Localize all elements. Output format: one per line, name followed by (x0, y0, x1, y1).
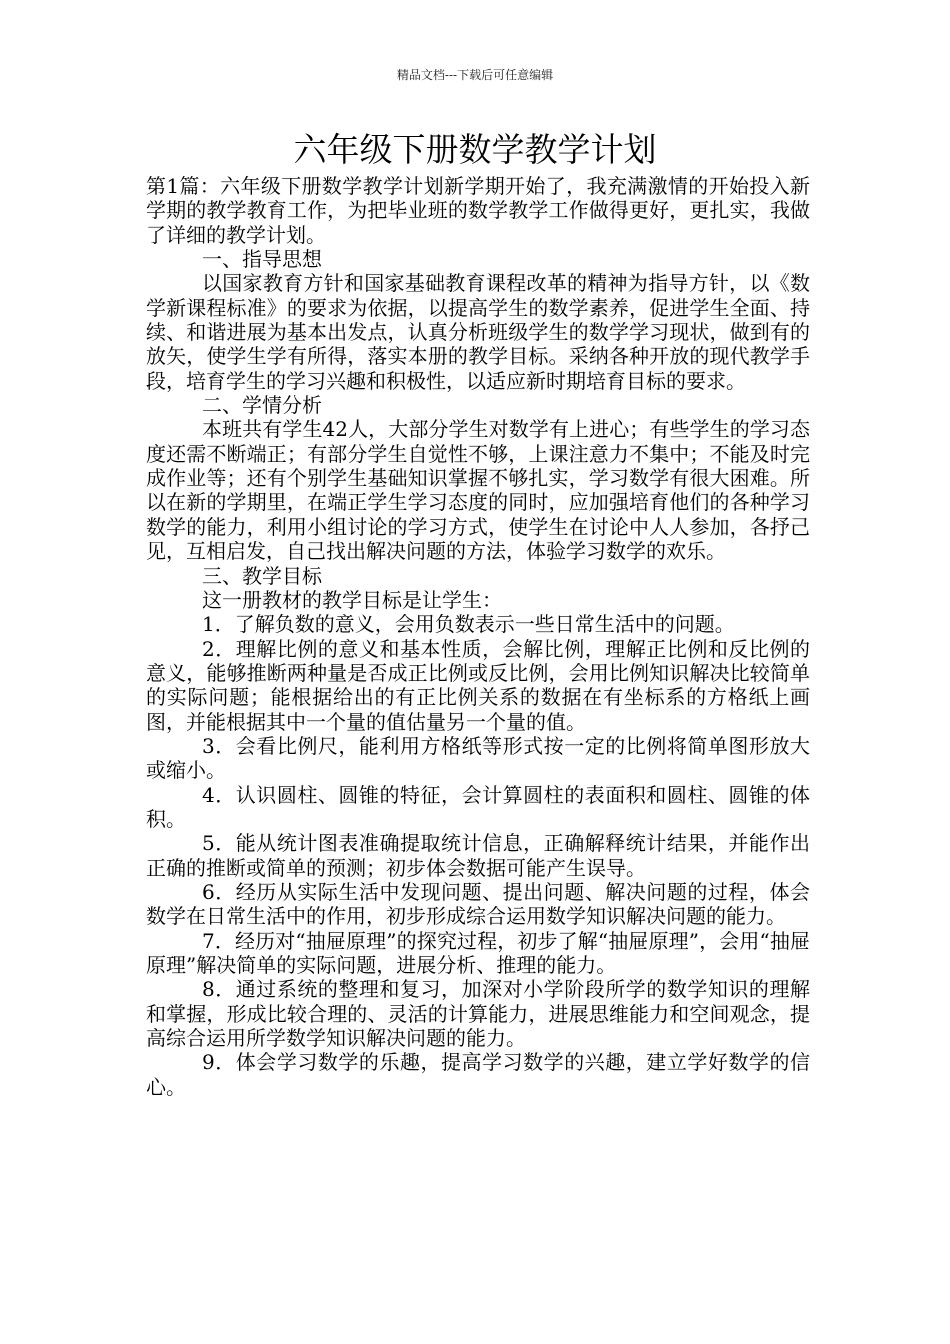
list-item: 2．理解比例的意义和基本性质，会解比例，理解正比例和反比例的意义，能够推断两种量是否成正比例或反比例，会用比例知识解决比较简单的实际问题；能根据给出的有正比例关系的数据在有坐标系的方格纸上画图，并能根据其中一个量的值估量另一个量的值。 (146, 636, 810, 734)
paragraph: 第1篇：六年级下册数学教学计划新学期开始了，我充满激情的开始投入新学期的教学教育工作，为把毕业班的数学教学工作做得更好，更扎实，我做了详细的教学计划。 (146, 174, 810, 247)
list-item: 5．能从统计图表准确提取统计信息，正确解释统计结果，并能作出正确的推断或简单的预测；初步体会数据可能产生误导。 (146, 831, 810, 880)
paragraph: 本班共有学生42人，大部分学生对数学有上进心；有些学生的学习态度还需不断端正；有部分学生自觉性不够，上课注意力不集中；不能及时完成作业等；还有个别学生基础知识掌握不够扎实，学习数学有很大困难。所以在新的学期里，在端正学生学习态度的同时，应加强培育他们的各种学习数学的能力，利用小组讨论的学习方式，使学生在讨论中人人参加，各抒己见，互相启发，自己找出解决问题的方法，体验学习数学的欢乐。 (146, 417, 810, 564)
paragraph: 这一册教材的教学目标是让学生： (202, 587, 502, 612)
list-item: 8．通过系统的整理和复习，加深对小学阶段所学的数学知识的理解和掌握，形成比较合理的、灵活的计算能力，进展思维能力和空间观念，提高综合运用所学数学知识解决问题的能力。 (146, 977, 810, 1051)
list-item: 7．经历对“抽屉原理”的探究过程，初步了解“抽屉原理”，会用“抽屉原理”解决简单的实际问题，进展分析、推理的能力。 (146, 928, 810, 977)
list-item: 6．经历从实际生活中发现问题、提出问题、解决问题的过程，体会数学在日常生活中的作用，初步形成综合运用数学知识解决问题的能力。 (146, 879, 810, 929)
section-heading: 三、教学目标 (202, 563, 322, 588)
header-note: 精品文档---下载后可任意编辑 (396, 68, 554, 82)
section-heading: 二、学情分析 (202, 393, 322, 418)
list-item: 9．体会学习数学的乐趣，提高学习数学的兴趣，建立学好数学的信心。 (146, 1050, 810, 1099)
list-item: 4．认识圆柱、圆锥的特征，会计算圆柱的表面积和圆柱、圆锥的体积。 (146, 782, 810, 831)
document-title: 六年级下册数学教学计划 (293, 130, 657, 169)
list-item: 3．会看比例尺，能利用方格纸等形式按一定的比例将简单图形放大或缩小。 (146, 733, 810, 783)
document-body (146, 174, 810, 1099)
paragraph: 以国家教育方针和国家基础教育课程改革的精神为指导方针，以《数学新课程标准》的要求为依据，以提高学生的数学素养，促进学生全面、持续、和谐进展为基本出发点，认真分析班级学生的数学学习现状，做到有的放矢，使学生学有所得，落实本册的教学目标。采纳各种开放的现代教学手段，培育学生的学习兴趣和积极性，以适应新时期培育目标的要求。 (146, 271, 810, 393)
section-heading: 一、指导思想 (202, 247, 322, 272)
list-item: 1．了解负数的意义，会用负数表示一些日常生活中的问题。 (202, 612, 735, 637)
